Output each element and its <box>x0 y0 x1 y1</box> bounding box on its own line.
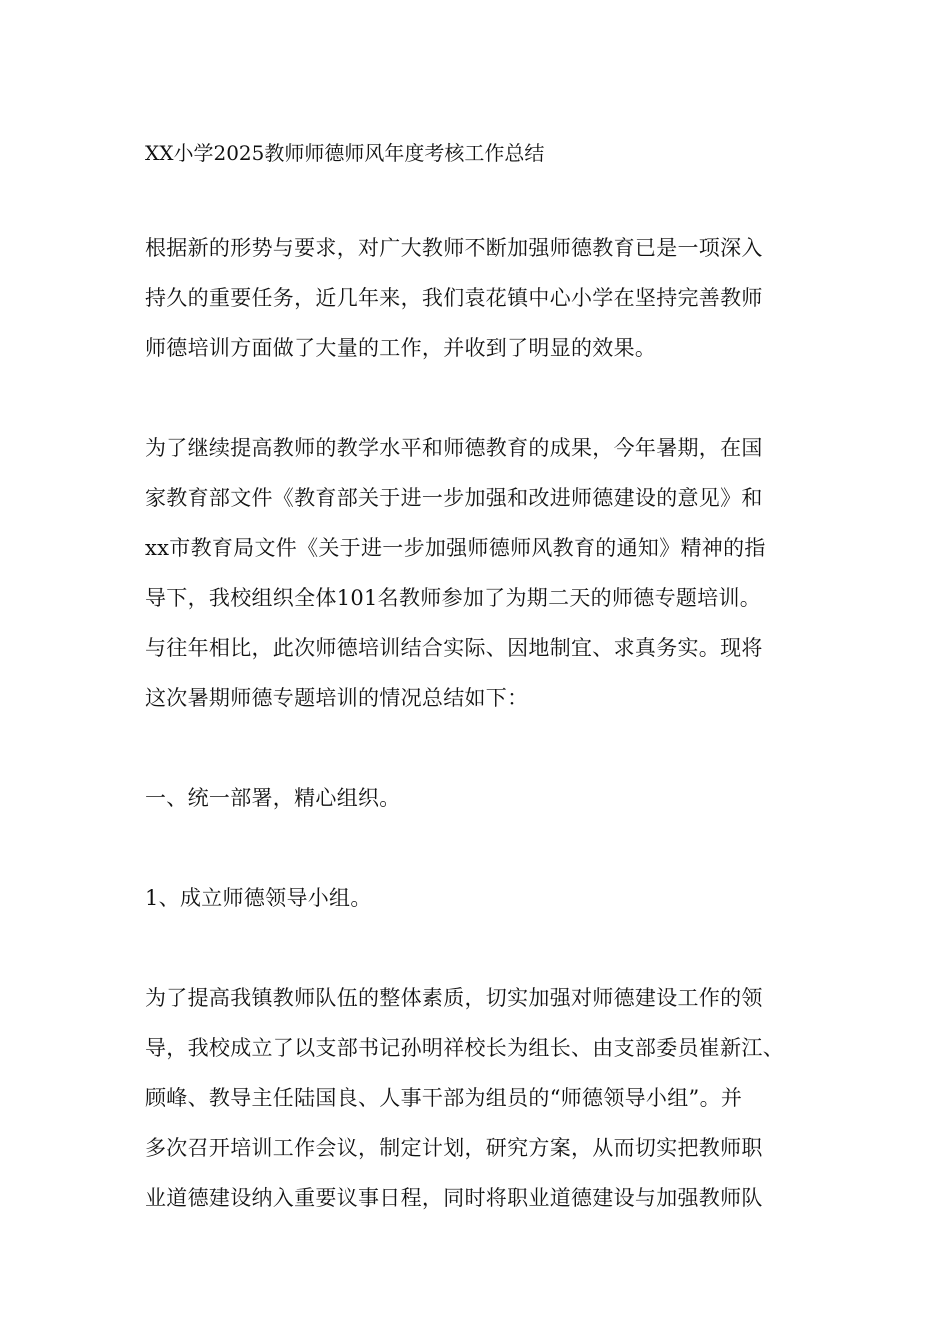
paragraph-leadership-group <box>145 973 835 1223</box>
paragraph-line: 师德培训方面做了大量的工作，并收到了明显的效果。 <box>145 336 657 360</box>
paragraph-line: 顾峰、教导主任陆国良、人事干部为组员的“师德领导小组”。并 <box>145 1086 743 1110</box>
paragraph-intro <box>145 223 835 373</box>
section-heading <box>145 773 835 823</box>
paragraph-line: 家教育部文件《教育部关于进一步加强和改进师德建设的意见》和 <box>145 486 763 510</box>
paragraph-background <box>145 423 835 723</box>
subsection-heading-text: 1、成立师德领导小组。 <box>145 886 372 910</box>
paragraph-line: 为了继续提高教师的教学水平和师德教育的成果，今年暑期，在国 <box>145 436 763 460</box>
document-title: XX小学2025教师师德师风年度考核工作总结 <box>145 141 545 165</box>
paragraph-line: 与往年相比，此次师德培训结合实际、因地制宜、求真务实。现将 <box>145 636 763 660</box>
paragraph-line: 持久的重要任务，近几年来，我们袁花镇中心小学在坚持完善教师 <box>145 286 763 310</box>
paragraph-line: 业道德建设纳入重要议事日程，同时将职业道德建设与加强教师队 <box>145 1186 763 1210</box>
section-heading-text: 一、统一部署，精心组织。 <box>145 786 401 810</box>
paragraph-line: 导下，我校组织全体101名教师参加了为期二天的师德专题培训。 <box>145 586 762 610</box>
paragraph-line: 这次暑期师德专题培训的情况总结如下： <box>145 686 529 710</box>
paragraph-line: 多次召开培训工作会议，制定计划，研究方案，从而切实把教师职 <box>145 1136 763 1160</box>
paragraph-line: xx市教育局文件《关于进一步加强师德师风教育的通知》精神的指 <box>145 536 766 560</box>
paragraph-line: 根据新的形势与要求，对广大教师不断加强师德教育已是一项深入 <box>145 236 763 260</box>
paragraph-line: 为了提高我镇教师队伍的整体素质，切实加强对师德建设工作的领 <box>145 986 763 1010</box>
subsection-heading <box>145 873 835 923</box>
paragraph-line: 导，我校成立了以支部书记孙明祥校长为组长、由支部委员崔新江、 <box>145 1036 784 1060</box>
